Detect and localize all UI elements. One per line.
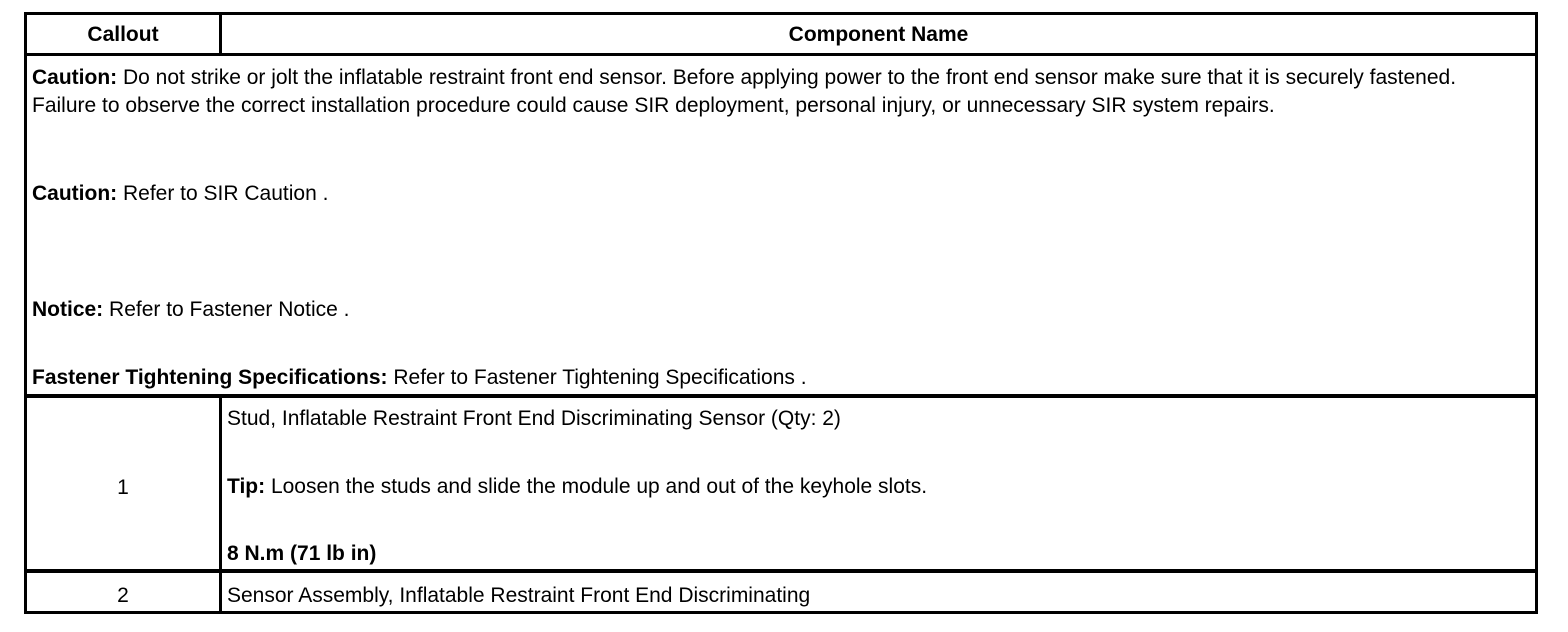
torque-spec: 8 N.m (71 lb in) xyxy=(227,542,377,565)
column-divider xyxy=(219,398,222,614)
header-component-name: Component Name xyxy=(788,23,969,46)
header-divider xyxy=(27,53,1535,56)
callout-1: 1 xyxy=(117,476,129,499)
caution-sir-note: Caution: Refer to SIR Caution . xyxy=(32,182,329,205)
caution-sensor-note: Caution: Do not strike or jolt the inflatable restraint front end sensor. Before applying power to the front end sensor make sure that it is securely fastened. Failure to observe the correct installation procedure could cause SIR deployment, personal injury, or unnecessary SIR system repairs. xyxy=(32,66,1457,117)
component-name-2: Sensor Assembly, Inflatable Restraint Front End Discriminating xyxy=(227,584,811,607)
tip-note: Tip: Loosen the studs and slide the module up and out of the keyhole slots. xyxy=(227,475,928,498)
notes-divider xyxy=(27,394,1535,398)
component-name-1: Stud, Inflatable Restraint Front End Discriminating Sensor (Qty: 2) xyxy=(227,407,841,430)
fastener-specs-note: Fastener Tightening Specifications: Refer to Fastener Tightening Specifications . xyxy=(32,366,807,389)
callout-2: 2 xyxy=(117,584,129,607)
row-divider xyxy=(27,569,1535,573)
fastener-notice-note: Notice: Refer to Fastener Notice . xyxy=(32,298,350,321)
header-callout: Callout xyxy=(87,23,159,46)
component-table xyxy=(24,12,1538,614)
